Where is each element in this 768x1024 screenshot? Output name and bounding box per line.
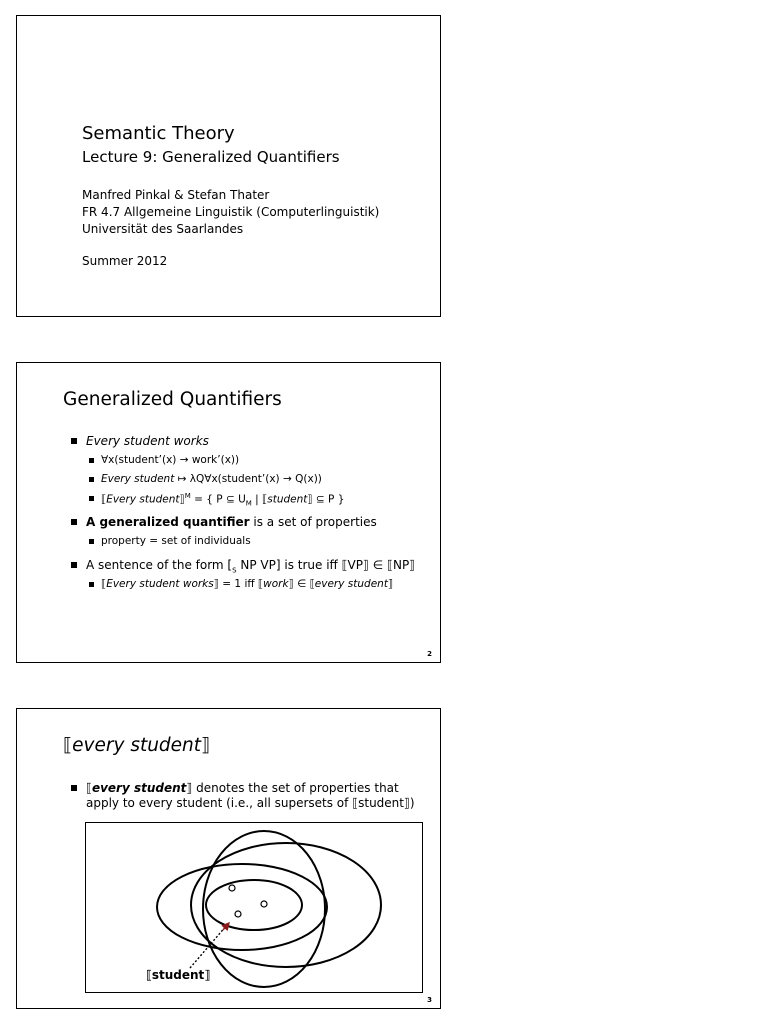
work-term: work	[263, 578, 289, 590]
bracket-open: ⟦	[101, 578, 107, 590]
set-definition-start: = { P ⊆ U	[190, 493, 246, 506]
formula-text: ∀x(student’(x) → work’(x))	[101, 454, 240, 466]
denotes-text-line2: apply to every student (i.e., all supersets of ⟦student⟧)	[86, 796, 415, 810]
s-subscript: S	[232, 566, 237, 575]
set-definition-end: ⟧ ⊆ P }	[307, 493, 345, 506]
bullet-denotes	[86, 781, 399, 795]
title-slide	[16, 15, 441, 317]
bullet-square-icon	[89, 582, 94, 587]
individual-dot	[229, 885, 235, 891]
venn-diagram-svg	[86, 823, 422, 992]
gq-definition: is a set of properties	[249, 515, 377, 529]
vertical-ellipse	[203, 831, 325, 987]
bracket-open: ⟦	[86, 781, 92, 795]
bullet-square-icon	[89, 496, 94, 501]
denotes-text: ⟧ denotes the set of properties that	[186, 781, 399, 795]
bullet-text: Every student works	[86, 434, 209, 448]
element-of: ⟧ ∈ ⟦	[288, 578, 315, 590]
slide-title	[63, 735, 210, 756]
individual-dot	[261, 901, 267, 907]
bullet-square-icon	[71, 785, 77, 791]
university: Universität des Saarlandes	[82, 222, 244, 236]
subbullet-truth-example	[101, 578, 393, 590]
bullet-every-student-works	[86, 434, 209, 448]
universe-subscript: M	[245, 499, 252, 508]
translation-lhs: Every student	[101, 473, 175, 485]
page-number: 2	[427, 650, 432, 658]
subbullet-translation	[101, 473, 322, 485]
bullet-sentence-truth	[86, 558, 415, 574]
department: FR 4.7 Allgemeine Linguistik (Computerlinguistik)	[82, 205, 380, 219]
subbullet-property	[101, 535, 251, 547]
slide-generalized-quantifiers	[16, 362, 441, 663]
lecture-subtitle: Lecture 9: Generalized Quantifiers	[82, 148, 340, 166]
student-label-text: ⟦student⟧	[146, 968, 211, 982]
set-definition-mid: | ⟦	[251, 493, 268, 506]
example-iff: ⟧ = 1 iff ⟦	[213, 578, 264, 590]
lecture-title: Semantic Theory	[82, 123, 235, 144]
bracket-close: ⟧	[201, 735, 211, 756]
bracket-close: ⟧	[179, 493, 185, 506]
student-ellipse	[206, 880, 302, 930]
page-number: 3	[427, 996, 432, 1004]
bullet-square-icon	[71, 438, 77, 444]
bullet-square-icon	[89, 477, 94, 482]
bullet-square-icon	[89, 458, 94, 463]
large-right-ellipse	[191, 843, 381, 967]
student-label	[146, 968, 210, 982]
translation-rhs: ↦ λQ∀x(student’(x) → Q(x))	[174, 473, 322, 485]
every-student-term: every student	[314, 578, 388, 590]
property-definition: property = set of individuals	[101, 535, 251, 547]
subbullet-formula	[101, 454, 239, 466]
title-term: every student	[72, 735, 202, 756]
slide-every-student	[16, 708, 441, 1009]
bullet-square-icon	[71, 562, 77, 568]
bracket-open: ⟦	[63, 735, 73, 756]
bullet-denotes-continuation	[86, 796, 415, 810]
individual-dot	[235, 911, 241, 917]
authors: Manfred Pinkal & Stefan Thater	[82, 188, 270, 202]
label-pointer-line	[190, 925, 227, 968]
every-student-bold-term: every student	[91, 781, 187, 795]
venn-diagram	[85, 822, 423, 993]
bullet-square-icon	[89, 539, 94, 544]
denotation-term: Every student	[106, 493, 180, 506]
bullet-generalized-quantifier	[86, 515, 377, 529]
student-term: student	[267, 493, 308, 506]
bracket-open: ⟦	[101, 493, 107, 506]
gq-bold-term: A generalized quantifier	[86, 515, 250, 529]
bracket-close: ⟧	[387, 578, 394, 590]
term: Summer 2012	[82, 254, 168, 268]
truth-rule-end: NP VP] is true iff ⟦VP⟧ ∈ ⟦NP⟧	[236, 558, 416, 572]
model-superscript: M	[184, 492, 191, 500]
example-sentence: Every student works	[106, 578, 214, 590]
bullet-square-icon	[71, 519, 77, 525]
truth-rule-start: A sentence of the form [	[86, 558, 233, 572]
slide-title: Generalized Quantifiers	[63, 389, 282, 410]
subbullet-denotation	[101, 492, 344, 508]
